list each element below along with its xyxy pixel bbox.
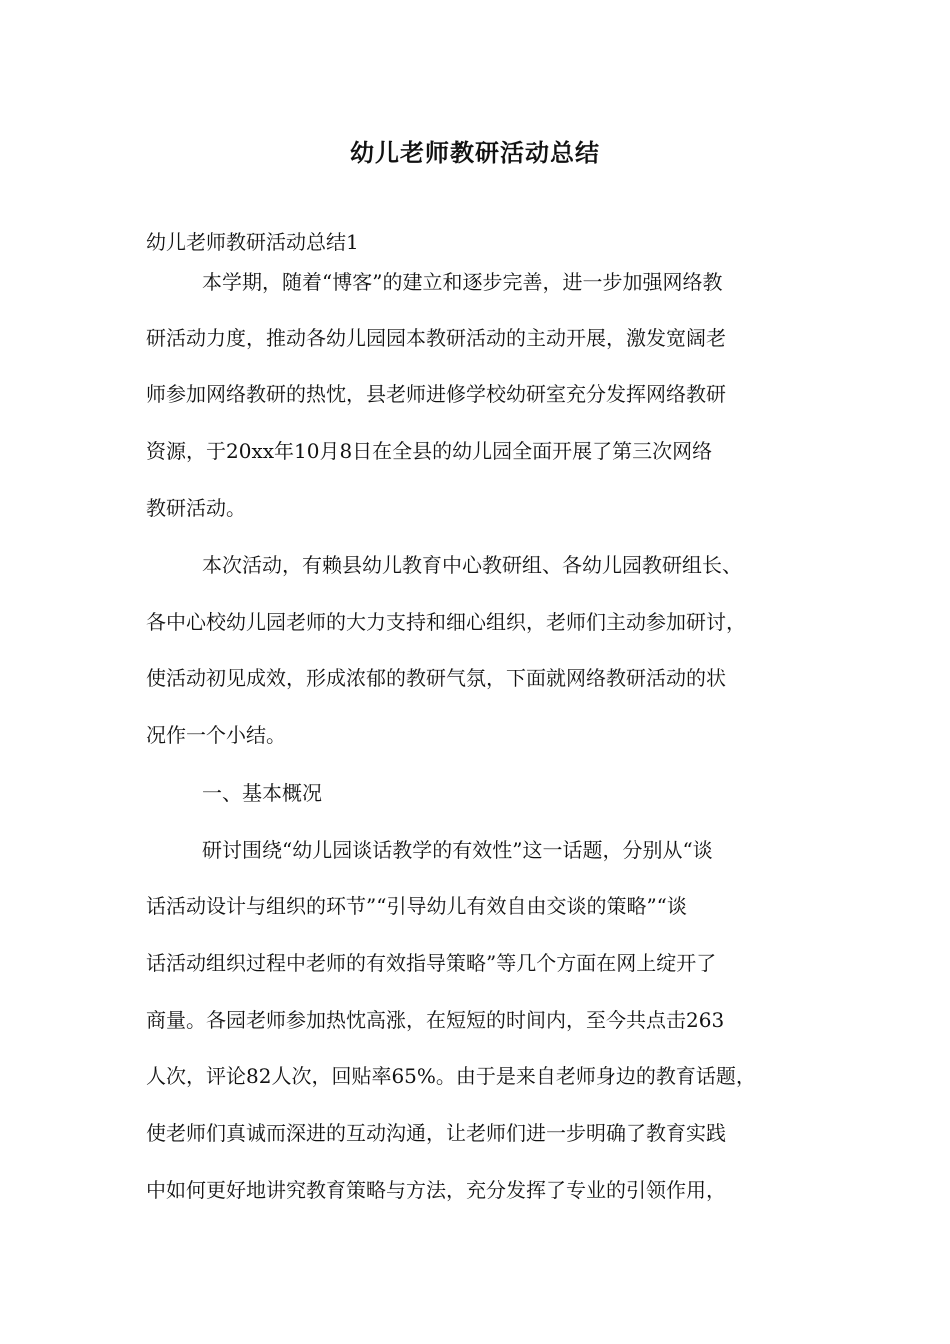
- paragraph-line: 话活动组织过程中老师的有效指导策略”等几个方面在网上绽开了: [146, 951, 717, 975]
- paragraph-line: 师参加网络教研的热忱，县老师进修学校幼研室充分发挥网络教研: [146, 382, 726, 406]
- paragraph-line: 况作一个小结。: [146, 723, 286, 747]
- paragraph-line: 商量。各园老师参加热忱高涨，在短短的时间内，至今共点击263: [146, 1008, 725, 1032]
- paragraph-line: 使活动初见成效，形成浓郁的教研气氛，下面就网络教研活动的状: [146, 666, 726, 690]
- paragraph-line: 话活动设计与组织的环节”“引导幼儿有效自由交谈的策略”“谈: [146, 894, 687, 918]
- paragraph-line: 教研活动。: [146, 496, 246, 520]
- paragraph-line: 本次活动，有赖县幼儿教育中心教研组、各幼儿园教研组长、: [202, 553, 742, 577]
- paragraph-line: 本学期，随着“博客”的建立和逐步完善，进一步加强网络教: [202, 270, 723, 294]
- paragraph-line: 使老师们真诚而深进的互动沟通，让老师们进一步明确了教育实践: [146, 1121, 726, 1145]
- paragraph-line: 各中心校幼儿园老师的大力支持和细心组织，老师们主动参加研讨，: [146, 610, 746, 634]
- paragraph-line: 人次，评论82人次，回贴率65%。由于是来自老师身边的教育话题，: [146, 1064, 756, 1088]
- document-title: 幼儿老师教研活动总结: [350, 138, 600, 167]
- section-heading-basic-overview: 一、基本概况: [202, 781, 322, 805]
- paragraph-line: 研活动力度，推动各幼儿园园本教研活动的主动开展，激发宽阔老: [146, 326, 726, 350]
- paragraph-line: 研讨围绕“幼儿园谈话教学的有效性”这一话题，分别从“谈: [202, 838, 713, 862]
- section-heading: 幼儿老师教研活动总结1: [146, 230, 359, 254]
- paragraph-line: 中如何更好地讲究教育策略与方法，充分发挥了专业的引领作用，: [146, 1178, 726, 1202]
- paragraph-line: 资源，于20xx年10月8日在全县的幼儿园全面开展了第三次网络: [146, 439, 713, 463]
